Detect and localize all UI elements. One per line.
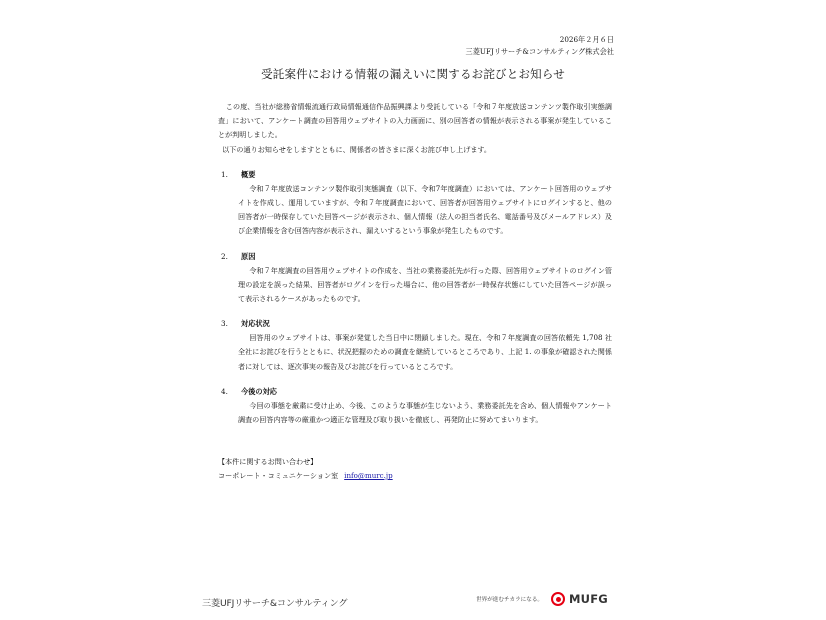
mufg-logo	[551, 592, 608, 606]
section-body: 令和７年度放送コンテンツ製作取引実態調査（以下、令和7年度調査）においては、アンケート回答用のウェブサイトを作成し、運用していますが、令和７年度調査において、回答者が回答用ウェブサイトにログインすると、他の回答者が一時保存していた回答ページが表示され、個人情報（法人の担当者氏名、電話番号及びメールアドレス）及び企業情報を含む回答内容が表示され、漏えいするという事象が発生したものです。	[238, 183, 612, 236]
contact-email-link[interactable]: info@murc.jp	[344, 471, 393, 480]
section-future-actions	[218, 385, 612, 427]
section-title: 原因	[241, 251, 256, 261]
section-title: 対応状況	[241, 319, 270, 329]
section-number: 1.	[221, 169, 228, 179]
section-cause	[218, 250, 612, 307]
document-title: 受託案件における情報の漏えいに関するお詫びとお知らせ	[261, 67, 565, 81]
contact-department: コーポレート・コミュニケーション室	[218, 471, 339, 480]
mufg-tagline: 世界が進むチカラになる。	[476, 597, 544, 603]
contact-block	[218, 455, 393, 483]
document-body	[218, 100, 612, 427]
section-response-status	[218, 317, 612, 374]
mufg-circle-icon	[551, 592, 565, 606]
section-number: 2.	[221, 251, 228, 261]
section-body: 回答用のウェブサイトは、事案が発覚した当日中に閉鎖しました。現在、令和７年度調査の回答依頼先 1,708 社全社にお詫びを行うとともに、状況把握のための調査を継続しているところであり、上記 1. の事象が確認された関係者に対しては、逐次事実の報告及びお詫びを行っているところです。	[238, 333, 612, 371]
section-body: 令和７年度調査の回答用ウェブサイトの作成を、当社の業務委託先が行った際、回答用ウェブサイトのログイン管理の設定を誤った結果、回答者がログインを行った場合に、他の回答者が一時保存状態にしていた回答ページが誤って表示されるケースがあったものです。	[238, 265, 612, 304]
section-number: 4.	[221, 386, 228, 396]
section-overview	[218, 168, 612, 239]
murc-logo: 三菱UFJリサーチ&コンサルティング	[202, 598, 348, 609]
intro-apology: 以下の通りお知らせをしますとともに、関係者の皆さまに深くお詫び申し上げます。	[222, 144, 492, 154]
section-title: 概要	[241, 169, 256, 179]
intro-paragraph: この度、当社が総務省情報流通行政局情報通信作品振興課より受託している「令和７年度放送コンテンツ製作取引実態調査」において、アンケート調査の回答用ウェブサイトの入力画面に、別の回答者の情報が表示される事案が発生していることが判明しました。	[218, 102, 612, 140]
section-title: 今後の対応	[241, 386, 277, 396]
document-header	[466, 34, 614, 58]
mufg-footer	[476, 592, 608, 606]
section-body: 今回の事態を厳粛に受け止め、今後、このような事態が生じないよう、業務委託先を含め、個人情報やアンケート調査の回答内容等の厳重かつ適正な管理及び取り扱いを徹底し、再発防止に努めてまいります。	[238, 400, 612, 425]
mufg-wordmark: MUFG	[569, 592, 608, 606]
section-number: 3.	[221, 319, 228, 329]
issuer-company: 三菱UFJリサーチ&コンサルティング株式会社	[465, 47, 614, 56]
issue-date: 2026年２月６日	[559, 35, 614, 44]
contact-heading: 【本件に関するお問い合わせ】	[218, 457, 318, 466]
